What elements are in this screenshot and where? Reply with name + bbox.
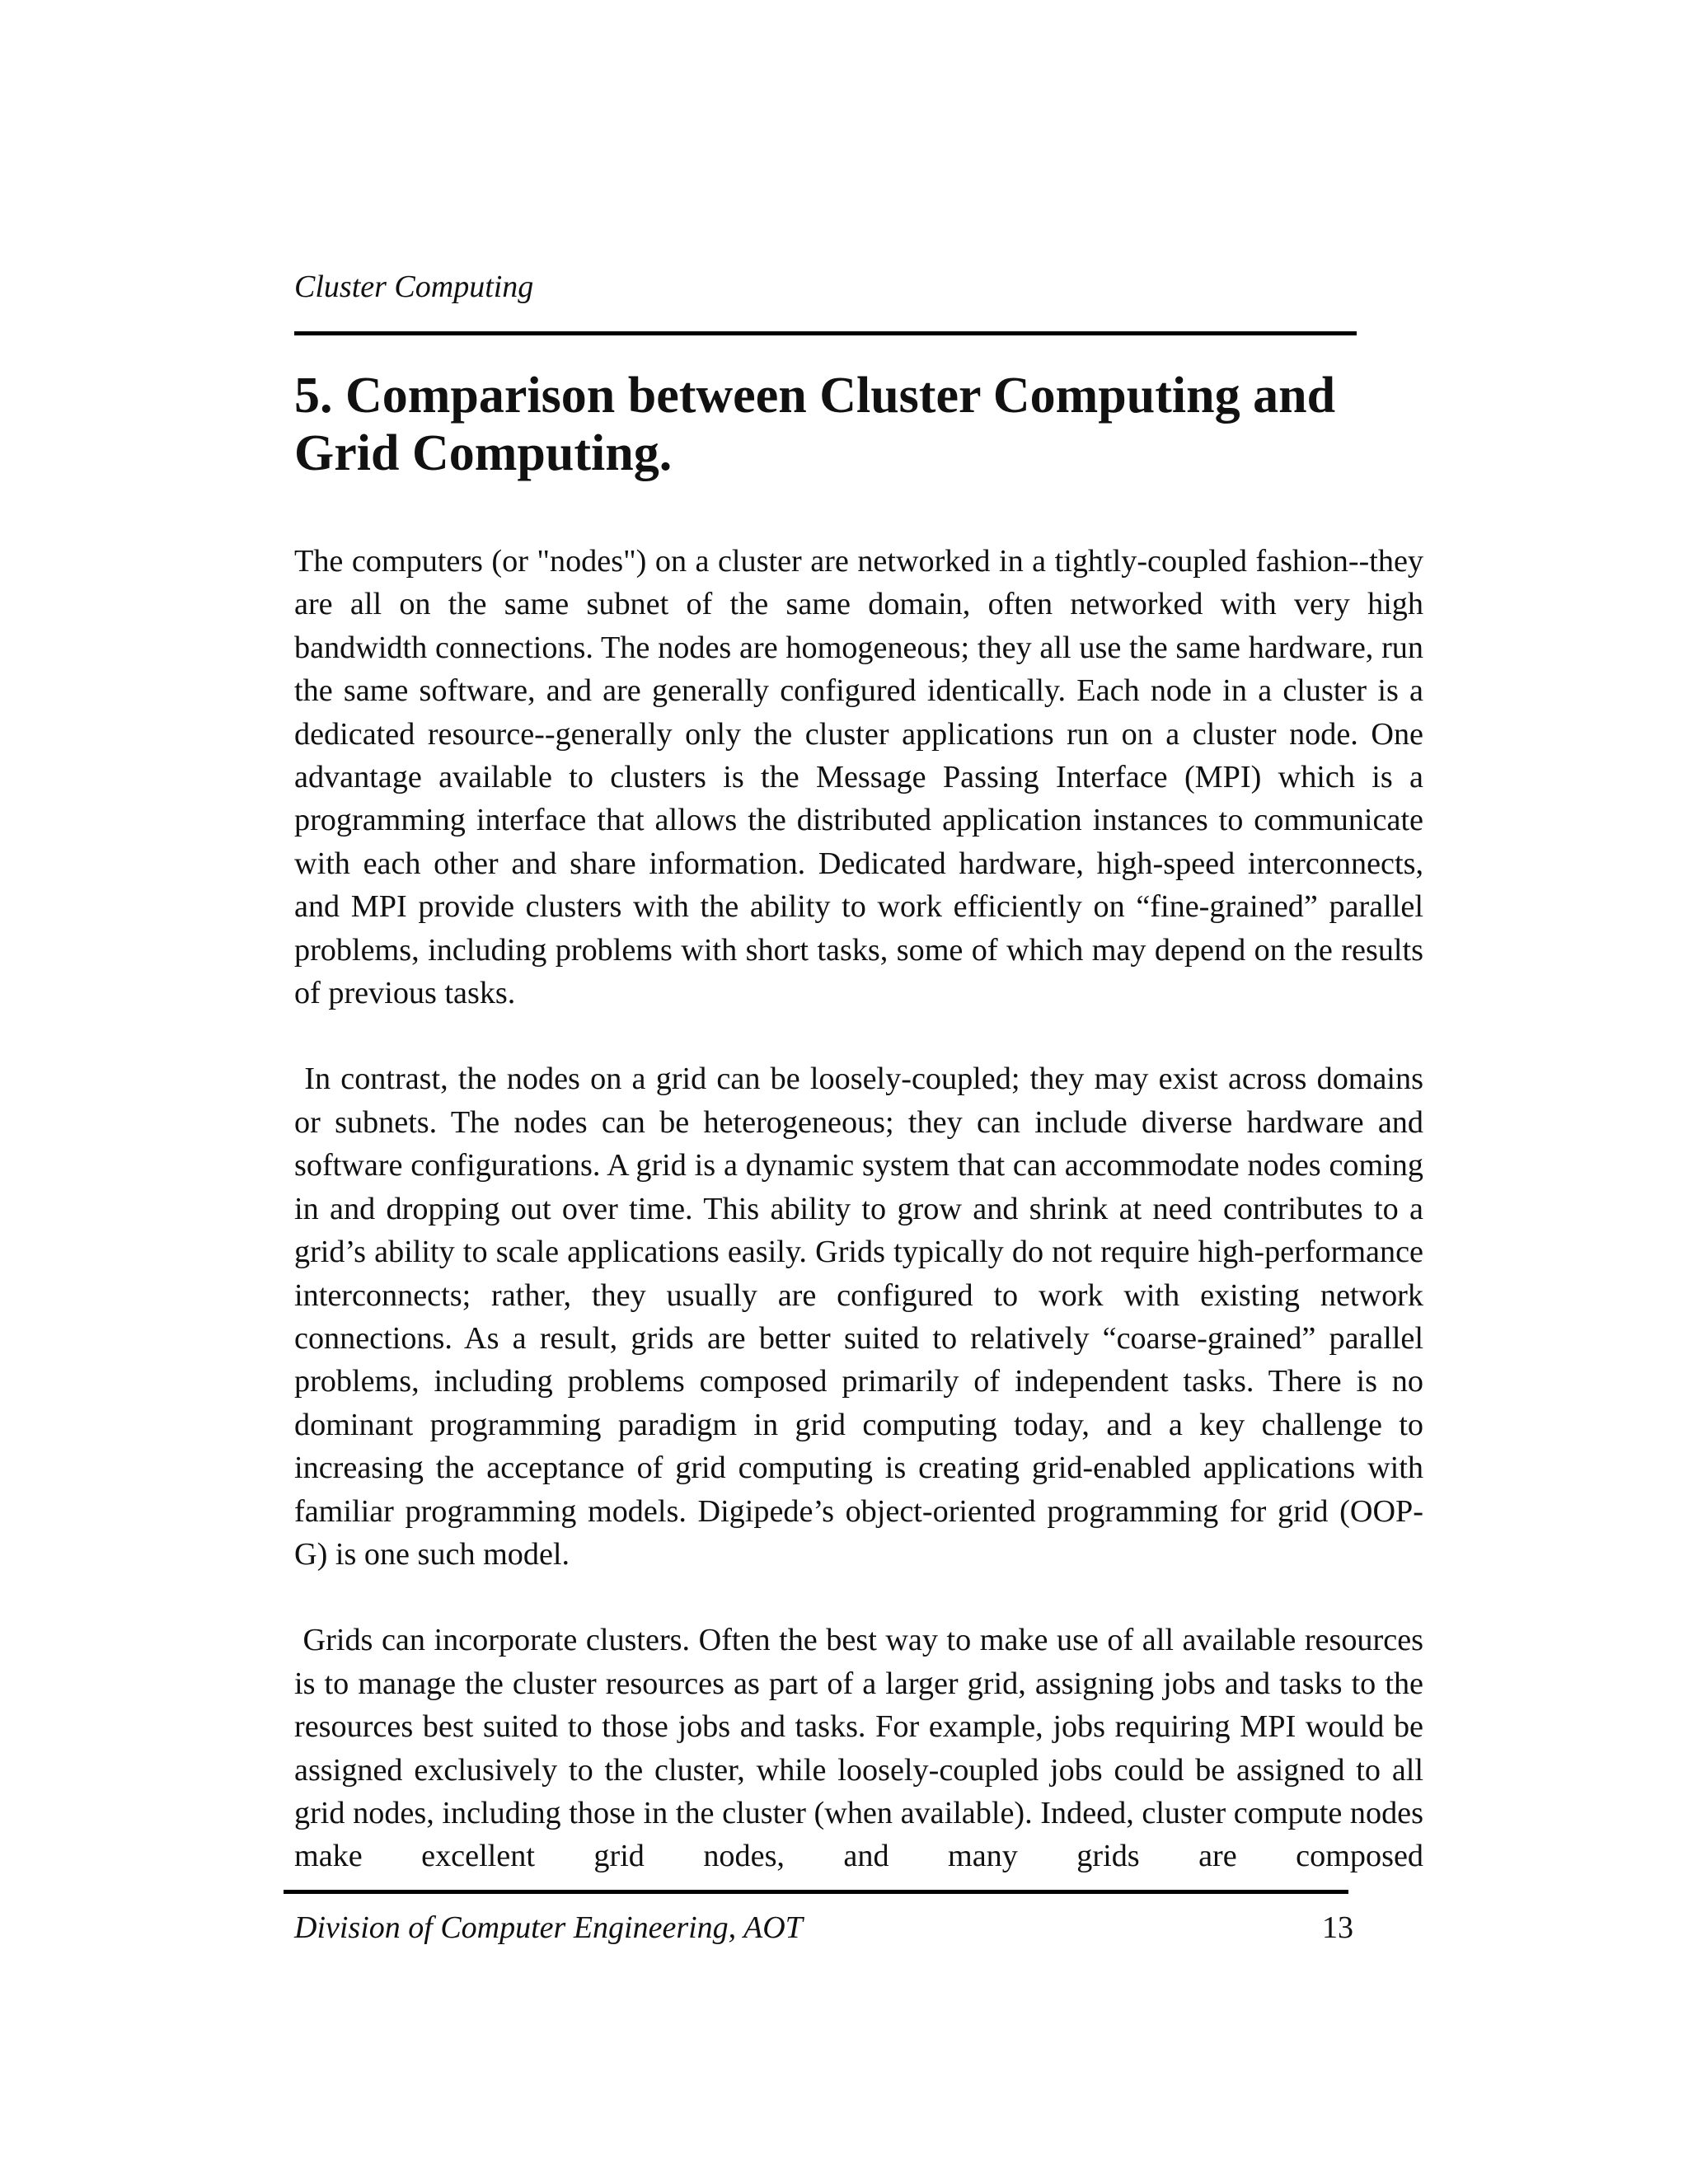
- paragraph-2: In contrast, the nodes on a grid can be loosely-coupled; they may exist across domains or subnets. The nodes can be heterogeneous; they can include diverse hardware and software configurations. A grid is a dynamic system that can accommodate nodes coming in and dropping out over time. This ability to grow and shrink at need contributes to a grid’s ability to scale applications easily. Grids typically do not require high-performance interconnects; rather, they usually are configured to work with existing network connections. As a result, grids are better suited to relatively “coarse-grained” parallel problems, including problems composed primarily of independent tasks. There is no dominant programming paradigm in grid computing today, and a key challenge to increasing the acceptance of grid computing is creating grid-enabled applications with familiar programming models. Digipede’s object-oriented programming for grid (OOP-G) is one such model.: [294, 1062, 1432, 1572]
- footer-divider: [284, 1890, 1348, 1894]
- body-text: [294, 540, 1432, 1921]
- page-number: 13: [1322, 1910, 1353, 1945]
- header-divider: [294, 331, 1357, 335]
- footer-text: Division of Computer Engineering, AOT: [294, 1910, 803, 1945]
- running-header: Cluster Computing: [294, 269, 534, 304]
- section-title: 5. Comparison between Cluster Computing and Grid Computing.: [294, 368, 1336, 481]
- paragraph-1: The computers (or "nodes") on a cluster are networked in a tightly-coupled fashion--they are all on the same subnet of the same domain, often networked with very high bandwidth connections. The nodes are homogeneous; they all use the same hardware, run the same software, and are generally configured identically. Each node in a cluster is a dedicated resource--generally only the cluster applications run on a cluster node. One advantage available to clusters is the Message Passing Interface (MPI) which is a programming interface that allows the distributed application instances to communicate with each other and share information. Dedicated hardware, high-speed interconnects, and MPI provide clusters with the ability to work efficiently on “fine-grained” parallel problems, including problems with short tasks, some of which may depend on the results of previous tasks.: [294, 544, 1432, 1011]
- paragraph-3: Grids can incorporate clusters. Often the best way to make use of all available resources is to manage the cluster resources as part of a larger grid, assigning jobs and tasks to the resources best suited to those jobs and tasks. For example, jobs requiring MPI would be assigned exclusively to the cluster, while loosely-coupled jobs could be assigned to all grid nodes, including those in the cluster (when available). Indeed, cluster compute nodes make excellent grid nodes, and many grids are composed: [294, 1623, 1432, 1874]
